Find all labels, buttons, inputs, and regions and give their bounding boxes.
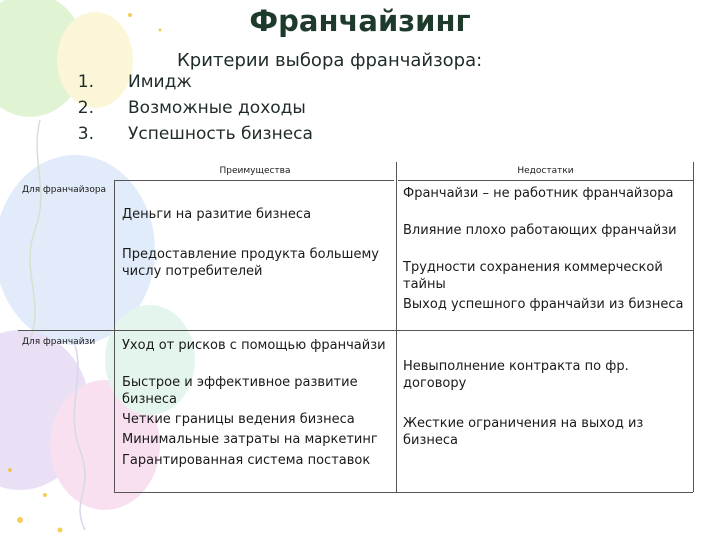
- disadvantage-item: Выход успешного франчайзи из бизнеса: [403, 297, 684, 312]
- table-line: [114, 180, 394, 181]
- slide-title: Франчайзинг: [249, 4, 471, 38]
- table-line: [398, 180, 693, 181]
- disadvantage-item: Франчайзи – не работник франчайзора: [403, 186, 674, 201]
- row-label-franchisor: Для франчайзора: [22, 185, 107, 195]
- header-advantages: Преимущества: [219, 166, 291, 176]
- advantage-item: Быстрое и эффективное развитие бизнеса: [122, 375, 358, 407]
- advantage-item: Гарантированная система поставок: [122, 453, 371, 468]
- table-line: [114, 492, 693, 493]
- advantage-item: Уход от рисков с помощью франчайзи: [122, 338, 386, 353]
- criteria-heading: Критерии выбора франчайзора:: [177, 50, 483, 71]
- advantage-item: Предоставление продукта большему числу потребителей: [122, 247, 379, 279]
- criteria-text: Возможные доходы: [128, 98, 306, 118]
- criteria-number: 1.: [77, 72, 94, 92]
- disadvantage-item: Невыполнение контракта по фр. договору: [403, 359, 629, 391]
- advantage-item: Деньги на разитие бизнеса: [122, 207, 312, 222]
- advantage-item: Четкие границы ведения бизнеса: [122, 412, 355, 427]
- advantage-item: Минимальные затраты на маркетинг: [122, 432, 378, 447]
- criteria-number: 3.: [77, 124, 94, 144]
- criteria-number: 2.: [77, 98, 94, 118]
- header-disadvantages: Недостатки: [517, 166, 574, 176]
- disadvantage-item: Влияние плохо работающих франчайзи: [403, 223, 677, 238]
- disadvantage-item: Трудности сохранения коммерческой тайны: [403, 260, 663, 292]
- table-line: [693, 162, 694, 492]
- criteria-text: Имидж: [128, 72, 192, 92]
- table-line: [114, 180, 115, 492]
- table-line: [18, 330, 693, 331]
- table-line: [396, 162, 397, 492]
- row-label-franchisee: Для франчайзи: [22, 337, 96, 347]
- criteria-text: Успешность бизнеса: [128, 124, 313, 144]
- disadvantage-item: Жесткие ограничения на выход из бизнеса: [403, 416, 644, 448]
